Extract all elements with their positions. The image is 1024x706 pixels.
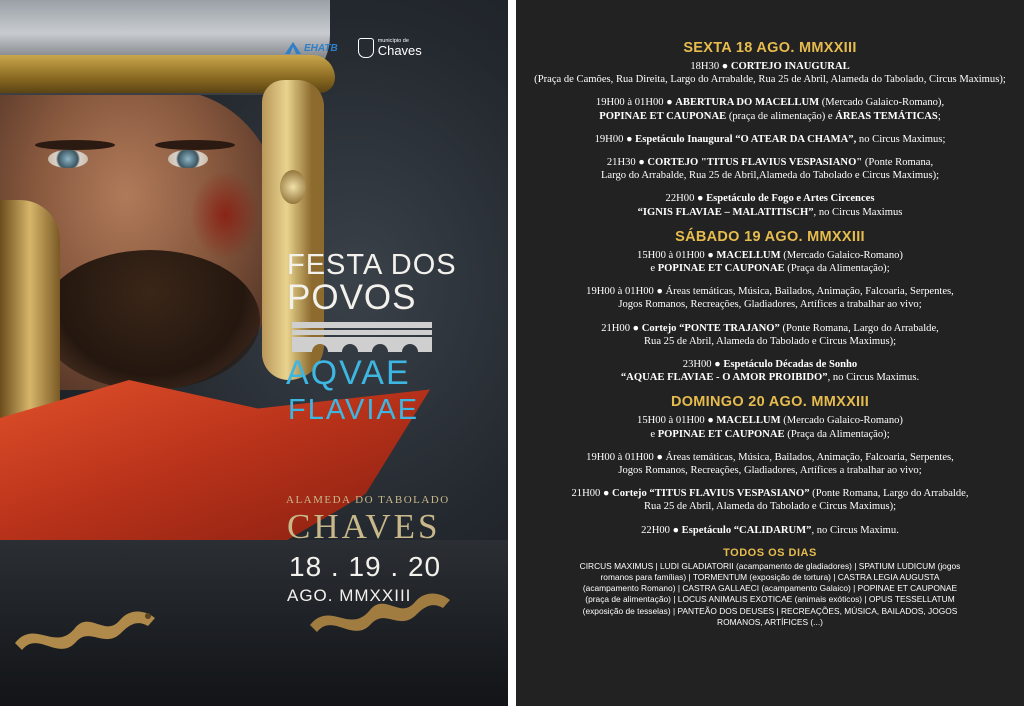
event-friday-2 [516,96,1024,122]
municipio-label: município de [377,37,409,44]
title-aqvae: AQVAE [286,354,411,392]
event-details: Largo do Arrabalde, Rua 25 de Abril,Alameda do Tabolado e Circus Maximus); [600,170,940,182]
event-time: 19H00 à 01H00 ● [595,97,676,109]
event-details: ; [937,110,941,122]
event-time: 21H00 ● [571,488,613,500]
event-details: (praça de alimentação) e [726,110,836,122]
event-time: 19H00 à 01H00 ● [586,286,666,298]
event-title: POPINAE ET CAUPONAE [599,110,727,122]
event-title: ÁREAS TEMÁTICAS [835,110,938,122]
event-time: 18H30 ● [690,61,731,72]
event-details: Jogos Romanos, Recreações, Gladiadores, Artífices a trabalhar ao vivo; [618,299,922,311]
left-brow [35,140,115,150]
title-festa-dos: FESTA DOS [287,249,457,281]
event-details: (Ponte Romana, [862,157,934,169]
event-time: 15H00 à 01H00 ● [637,415,717,427]
event-details: (Mercado Galaico-Romano) [780,415,903,427]
event-details: (Ponte Romana, Largo do Arrabalde, [779,322,939,334]
poster-panel [0,0,508,706]
event-title: Espetáculo Inaugural “O ATEAR DA CHAMA”, [635,133,857,145]
day-heading-friday: SEXTA 18 AGO. MMXXIII [683,40,857,56]
event-sunday-4 [516,524,1024,537]
ehatb-logo [285,42,338,54]
event-sunday-2 [516,451,1024,477]
event-time: 19H00 ● [594,133,636,145]
event-saturday-4 [516,358,1024,384]
crest-icon [358,38,374,58]
beard [40,250,260,390]
event-details: Áreas temáticas, Música, Bailados, Animação, Falcoaria, Serpentes, [665,451,954,463]
event-details: , no Circus Maximu. [811,524,899,536]
event-title: ABERTURA DO MACELLUM [675,97,820,109]
program-panel [516,0,1024,706]
event-sunday-1 [516,414,1024,440]
right-brow [155,140,235,150]
event-details: , no Circus Maximus [813,206,903,218]
event-title: POPINAE ET CAUPONAE [657,428,785,440]
event-time: 22H00 ● [665,193,707,205]
event-time: 19H00 à 01H00 ● [586,451,666,463]
title-povos: POVOS [287,278,417,317]
ehatb-mark-icon [285,42,301,54]
venue-label: ALAMEDA DO TABOLADO [286,494,450,506]
event-time: 15H00 à 01H00 ● [637,249,717,261]
event-title: POPINAE ET CAUPONAE [657,263,785,275]
event-time: 21H00 ● [601,322,642,334]
blood-smear [190,170,260,260]
event-details: Rua 25 de Abril, Alameda do Tabolado e Circus Maximus); [643,335,897,347]
event-details: e [650,263,658,275]
event-details: no Circus Maximus; [856,133,946,145]
municipio-chaves-logo [358,38,422,58]
event-title: CORTEJO "TITUS FLAVIUS VESPASIANO" [647,157,863,169]
event-month-year: AGO. MMXXIII [287,586,412,605]
event-friday-1 [516,60,1024,86]
event-title: Espetáculo Décadas de Sonho [723,359,858,371]
event-details: Áreas temáticas, Música, Bailados, Animação, Falcoaria, Serpentes, [665,286,954,298]
municipio-name: Chaves [377,43,422,59]
title-flaviae: FLAVIAE [288,394,420,426]
event-friday-3 [516,133,1024,146]
event-title: CORTEJO INAUGURAL [730,61,850,72]
event-time: 22H00 ● [641,524,682,536]
event-friday-5 [516,192,1024,218]
event-title: Cortejo “TITUS FLAVIUS VESPASIANO” [612,488,810,500]
event-details: (Ponte Romana, Largo do Arrabalde, [809,488,969,500]
event-title: Cortejo “PONTE TRAJANO” [641,322,780,334]
event-details: (Praça da Alimentação); [784,263,890,275]
day-heading-saturday: SÁBADO 19 AGO. MMXXIII [675,228,865,245]
event-sunday-3 [516,487,1024,513]
event-details: e [650,428,658,440]
city-name: CHAVES [287,507,441,546]
event-time: 23H00 ● [682,359,724,371]
event-title: “IGNIS FLAVIAE – MALATITISCH” [637,206,814,218]
event-saturday-3 [516,322,1024,348]
event-time: 21H30 ● [606,157,648,169]
sponsor-logos [285,38,422,58]
todos-os-dias-heading: TODOS OS DIAS [723,546,817,559]
event-details: (Mercado Galaico-Romano) [780,249,903,261]
left-eye [48,150,88,168]
day-heading-sunday: DOMINGO 20 AGO. MMXXIII [670,394,870,411]
ehatb-text: EHATB [304,42,338,54]
event-saturday-2 [516,285,1024,311]
aqueduct-icon [292,322,432,352]
event-details: , no Circus Maximus. [827,372,920,384]
event-details: Jogos Romanos, Recreações, Gladiadores, Artífices a trabalhar ao vivo; [618,465,922,477]
event-title: Espetáculo “CALIDARUM” [681,524,812,536]
event-title: MACELLUM [716,249,781,261]
event-saturday-1 [516,249,1024,275]
cheek-guard-boss [280,170,306,204]
event-details: (Praça da Alimentação); [784,428,890,440]
event-title: “AQUAE FLAVIAE - O AMOR PROIBIDO” [620,372,828,384]
event-friday-4 [516,156,1024,182]
todos-os-dias-list: CIRCUS MAXIMUS | LUDI GLADIATORII (acampamento de gladiadores) | SPATIUM LUDICUM (jogos romanos para famílias) | TORMENTUM (exposição de tortura) | CASTRA LEGIA AUGUSTA (acampamento Romano) | CASTRA GALLAECI (acampamento Galaico) | POPINAE ET CAUPONAE (praça de alimentação) | LOCUS ANIMALIS EXOTICAE (animais exóticos) | OPUS TESSELLATUM (exposição de tesselas) | PANTEÃO DOS DEUSES | RECREAÇÕES, MÚSICA, BAILADOS, JOGOS ROMANOS, ARTÍFICES (...) [579,560,961,627]
right-eye [168,150,208,168]
event-details: (Praça de Camões, Rua Direita, Largo do Arrabalde, Rua 25 de Abril, Alameda do Tabolado, Circus Maximus); [534,74,1006,86]
event-dates: 18 . 19 . 20 [289,551,442,582]
sea-dragon-ornament-left [10,598,160,658]
event-details: (Mercado Galaico-Romano), [819,97,945,109]
event-details: Rua 25 de Abril, Alameda do Tabolado e Circus Maximus); [643,501,897,513]
event-title: Espetáculo de Fogo e Artes Circences [706,193,875,205]
event-title: MACELLUM [716,415,781,427]
